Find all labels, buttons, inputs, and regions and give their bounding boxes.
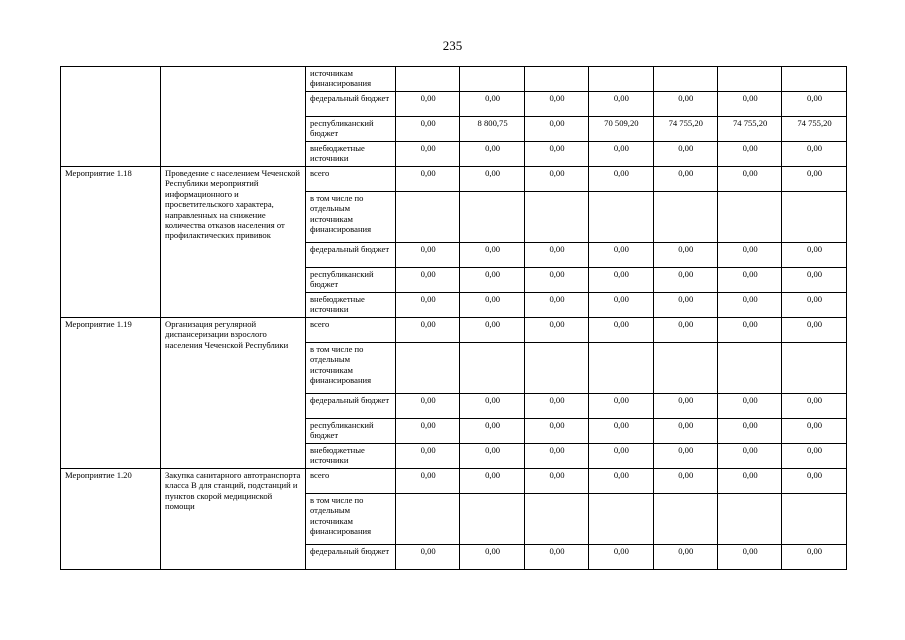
funding-source-cell: федеральный бюджет (306, 394, 396, 419)
funding-source-cell: республиканский бюджет (306, 419, 396, 444)
value-cell (653, 343, 717, 394)
value-cell (717, 67, 781, 92)
page-number: 235 (442, 38, 463, 53)
value-cell: 0,00 (782, 419, 846, 444)
funding-source-cell: в том числе по отдельным источникам финансирования (306, 192, 396, 243)
value-cell: 74 755,20 (717, 117, 781, 142)
value-cell: 0,00 (717, 444, 781, 469)
value-cell (396, 67, 460, 92)
value-cell: 0,00 (782, 394, 846, 419)
value-cell (524, 67, 588, 92)
funding-source-cell: федеральный бюджет (306, 92, 396, 117)
value-cell (653, 192, 717, 243)
value-cell: 70 509,20 (589, 117, 653, 142)
value-cell: 0,00 (653, 167, 717, 192)
value-cell: 0,00 (524, 268, 588, 293)
value-cell (782, 192, 846, 243)
value-cell: 0,00 (524, 293, 588, 318)
value-cell: 0,00 (717, 243, 781, 268)
event-name-cell: Мероприятие 1.18 (61, 167, 161, 318)
event-name-cell: Мероприятие 1.19 (61, 318, 161, 469)
funding-source-cell: в том числе по отдельным источникам финансирования (306, 343, 396, 394)
value-cell (589, 343, 653, 394)
table-row (61, 318, 847, 343)
table-row (61, 67, 847, 92)
value-cell: 0,00 (782, 444, 846, 469)
value-cell: 0,00 (460, 444, 524, 469)
funding-source-cell: всего (306, 167, 396, 192)
value-cell (396, 343, 460, 394)
value-cell: 0,00 (524, 142, 588, 167)
value-cell: 0,00 (717, 318, 781, 343)
value-cell: 0,00 (782, 142, 846, 167)
table-row (61, 469, 847, 494)
value-cell: 0,00 (524, 167, 588, 192)
value-cell: 0,00 (717, 268, 781, 293)
value-cell: 0,00 (460, 293, 524, 318)
event-description-cell (161, 67, 306, 167)
value-cell: 0,00 (460, 243, 524, 268)
value-cell: 0,00 (460, 142, 524, 167)
event-name-cell: Мероприятие 1.20 (61, 469, 161, 570)
funding-source-cell: федеральный бюджет (306, 243, 396, 268)
value-cell: 0,00 (396, 394, 460, 419)
value-cell: 0,00 (396, 293, 460, 318)
value-cell: 0,00 (460, 419, 524, 444)
value-cell: 0,00 (524, 444, 588, 469)
value-cell (460, 192, 524, 243)
value-cell: 0,00 (653, 419, 717, 444)
funding-source-cell: республиканский бюджет (306, 268, 396, 293)
value-cell: 0,00 (589, 293, 653, 318)
value-cell: 0,00 (589, 545, 653, 570)
value-cell (782, 343, 846, 394)
funding-source-cell: внебюджетные источники (306, 293, 396, 318)
value-cell: 0,00 (782, 268, 846, 293)
event-description-cell: Организация регулярной диспансеризации взрослого населения Чеченской Республики (161, 318, 306, 469)
value-cell (589, 67, 653, 92)
value-cell: 0,00 (460, 394, 524, 419)
value-cell: 0,00 (653, 545, 717, 570)
value-cell (524, 494, 588, 545)
value-cell: 0,00 (524, 117, 588, 142)
event-description-cell: Закупка санитарного автотранспорта класса В для станций, подстанций и пунктов скорой медицинской помощи (161, 469, 306, 570)
value-cell (396, 494, 460, 545)
value-cell: 0,00 (396, 444, 460, 469)
value-cell (524, 343, 588, 394)
value-cell: 0,00 (524, 394, 588, 419)
value-cell: 0,00 (653, 268, 717, 293)
funding-source-cell: внебюджетные источники (306, 444, 396, 469)
value-cell: 0,00 (782, 318, 846, 343)
value-cell: 0,00 (396, 419, 460, 444)
value-cell: 0,00 (524, 545, 588, 570)
value-cell: 74 755,20 (653, 117, 717, 142)
value-cell: 0,00 (589, 419, 653, 444)
value-cell (717, 494, 781, 545)
value-cell (460, 494, 524, 545)
value-cell: 0,00 (589, 142, 653, 167)
funding-source-cell: в том числе по отдельным источникам финансирования (306, 494, 396, 545)
value-cell: 0,00 (653, 469, 717, 494)
value-cell (589, 494, 653, 545)
value-cell: 0,00 (524, 318, 588, 343)
value-cell: 0,00 (782, 293, 846, 318)
value-cell (589, 192, 653, 243)
value-cell: 8 800,75 (460, 117, 524, 142)
value-cell: 0,00 (782, 167, 846, 192)
value-cell: 0,00 (460, 318, 524, 343)
table-row (61, 167, 847, 192)
value-cell (782, 67, 846, 92)
value-cell: 0,00 (653, 92, 717, 117)
value-cell: 0,00 (460, 469, 524, 494)
value-cell: 0,00 (396, 318, 460, 343)
value-cell: 0,00 (396, 142, 460, 167)
funding-source-cell: внебюджетные источники (306, 142, 396, 167)
value-cell: 0,00 (717, 92, 781, 117)
table-body (61, 67, 847, 570)
value-cell: 0,00 (396, 268, 460, 293)
value-cell: 0,00 (396, 243, 460, 268)
value-cell: 0,00 (589, 394, 653, 419)
funding-source-cell: всего (306, 318, 396, 343)
value-cell: 0,00 (589, 318, 653, 343)
value-cell: 0,00 (653, 318, 717, 343)
budget-table (60, 66, 847, 570)
value-cell: 0,00 (396, 545, 460, 570)
funding-source-cell: всего (306, 469, 396, 494)
value-cell: 0,00 (524, 243, 588, 268)
funding-source-cell: республиканский бюджет (306, 117, 396, 142)
value-cell: 0,00 (396, 117, 460, 142)
value-cell: 0,00 (653, 444, 717, 469)
value-cell (653, 494, 717, 545)
funding-source-cell: федеральный бюджет (306, 545, 396, 570)
value-cell (460, 67, 524, 92)
funding-source-cell: источникам финансирования (306, 67, 396, 92)
value-cell: 0,00 (589, 444, 653, 469)
value-cell: 0,00 (460, 167, 524, 192)
value-cell: 0,00 (396, 469, 460, 494)
value-cell (782, 494, 846, 545)
value-cell: 0,00 (589, 268, 653, 293)
value-cell: 0,00 (589, 167, 653, 192)
value-cell: 0,00 (717, 469, 781, 494)
value-cell (717, 343, 781, 394)
value-cell (524, 192, 588, 243)
value-cell: 0,00 (460, 268, 524, 293)
value-cell: 0,00 (717, 545, 781, 570)
value-cell: 0,00 (717, 142, 781, 167)
value-cell: 0,00 (460, 92, 524, 117)
value-cell: 0,00 (396, 92, 460, 117)
value-cell: 0,00 (717, 293, 781, 318)
event-description-cell: Проведение с населением Чеченской Республики мероприятий информационного и просветительского характера, направленных на снижение количества отказов населения от профилактических прививок (161, 167, 306, 318)
value-cell: 0,00 (717, 419, 781, 444)
value-cell: 0,00 (782, 92, 846, 117)
value-cell: 0,00 (782, 545, 846, 570)
value-cell: 0,00 (524, 419, 588, 444)
value-cell: 0,00 (782, 469, 846, 494)
value-cell: 0,00 (653, 293, 717, 318)
value-cell: 0,00 (589, 92, 653, 117)
value-cell: 74 755,20 (782, 117, 846, 142)
event-name-cell (61, 67, 161, 167)
value-cell: 0,00 (396, 167, 460, 192)
value-cell (653, 67, 717, 92)
value-cell (460, 343, 524, 394)
value-cell: 0,00 (653, 394, 717, 419)
value-cell: 0,00 (717, 394, 781, 419)
value-cell: 0,00 (524, 469, 588, 494)
value-cell: 0,00 (589, 469, 653, 494)
value-cell: 0,00 (460, 545, 524, 570)
value-cell: 0,00 (653, 243, 717, 268)
value-cell (396, 192, 460, 243)
value-cell: 0,00 (589, 243, 653, 268)
value-cell (717, 192, 781, 243)
value-cell: 0,00 (653, 142, 717, 167)
value-cell: 0,00 (717, 167, 781, 192)
value-cell: 0,00 (782, 243, 846, 268)
value-cell: 0,00 (524, 92, 588, 117)
